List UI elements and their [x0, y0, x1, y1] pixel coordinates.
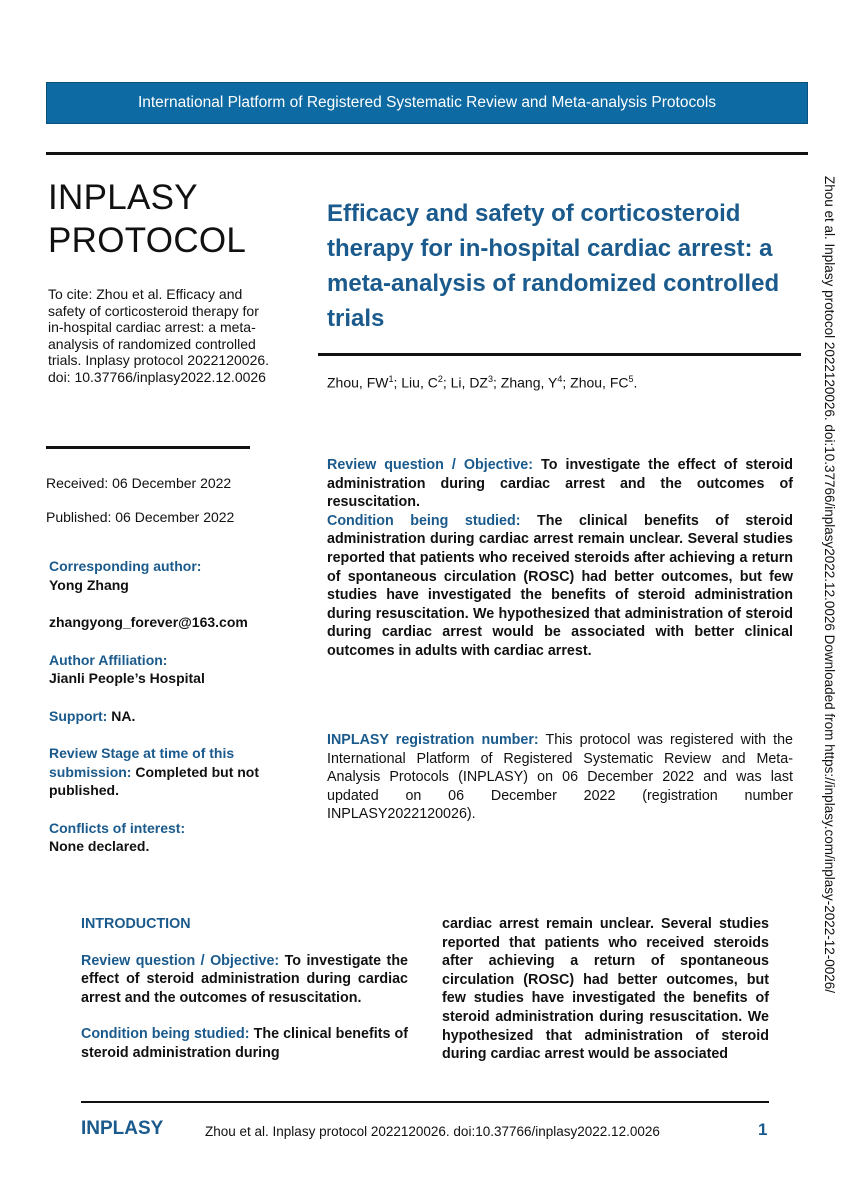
title-rule: [318, 353, 801, 356]
inplasy-protocol-heading: [48, 176, 308, 262]
author-affiliation-number: 3: [487, 374, 493, 384]
condition-label: Condition being studied:: [327, 512, 521, 529]
brand-line-2: PROTOCOL: [48, 221, 247, 260]
body-review-paragraph: [81, 952, 408, 1008]
article-title: Efficacy and safety of corticosteroid therapy for in-hospital cardiac arrest: a meta-analysis of randomized controlled trials: [327, 200, 780, 332]
author-affiliation-number: 2: [437, 374, 443, 384]
author-name: Li, DZ: [450, 374, 488, 391]
top-rule: [46, 152, 808, 155]
author-name: Zhou, FW: [327, 374, 389, 391]
author-name: Zhang, Y: [500, 374, 558, 391]
condition-text: The clinical benefits of steroid administration during cardiac arrest remain unclear. Several studies reported that patients who received steroids after achieving a return of spontaneous circulation (ROSC) had better outcomes, but few studies have investigated the benefits of steroid administration during resuscitation. We hypothesized that administration of steroid during cardiac arrest would be associated with better clinical outcomes in adults with cardiac arrest.: [327, 512, 793, 659]
body-column-left: [81, 915, 408, 1063]
review-stage-label: Review Stage at time of this submission:: [49, 745, 235, 780]
body-condition-paragraph: [81, 1025, 408, 1062]
registration-text: This protocol was registered with the International Platform of Registered Systematic Review and Meta-Analysis Protocols (INPLASY) on 06 December 2022 and was last updated on 06 December 2022 (registration number INPLASY2022120026).: [327, 732, 794, 823]
registration-label: INPLASY registration number:: [327, 732, 539, 748]
affiliation-label: Author Affiliation:: [49, 651, 168, 668]
review-question-paragraph: [327, 456, 793, 512]
body-condition-label: Condition being studied:: [81, 1026, 250, 1043]
review-question-label: Review question / Objective:: [327, 457, 534, 473]
page-number: 1: [758, 1120, 768, 1139]
body-column-right: cardiac arrest remain unclear. Several studies reported that patients who received steroids after achieving a return of spontaneous circulation (ROSC) had better outcomes, but few studies have investigated the benefits of steroid administration during resuscitation. We hypothesized that administration of steroid during cardiac arrest would be associated: [442, 916, 769, 1063]
download-side-note: Zhou et al. Inplasy protocol 2022120026. doi:10.37766/inplasy2022.12.0026 Downloaded from https://inplasy.com/inplasy-2022-12-0026/: [822, 176, 837, 994]
conflicts-value: None declared.: [49, 838, 150, 854]
author-affiliation-number: 4: [557, 374, 563, 384]
body-review-label: Review question / Objective:: [81, 952, 280, 969]
conflicts-block: [49, 819, 279, 856]
review-question-text: To investigate the effect of steroid administration during cardiac arrest and the outcomes of resuscitation.: [327, 457, 793, 511]
introduction-heading: INTRODUCTION: [81, 916, 191, 932]
support-label: Support:: [49, 707, 108, 724]
corresponding-author-label: Corresponding author:: [49, 558, 202, 574]
citation-text: To cite: Zhou et al. Efficacy and safety of corticosteroid therapy for in-hospital cardiac arrest: a meta-analysis of randomized controlled trials. Inplasy protocol 2022120026. doi: 10.37766/inplasy2022.12.0026: [48, 286, 270, 385]
brand-line-1: INPLASY: [48, 178, 198, 217]
review-stage-block: [49, 744, 279, 800]
corresponding-author-name: Yong Zhang: [49, 576, 129, 593]
condition-paragraph: [327, 512, 793, 661]
received-date: Received: 06 December 2022: [46, 475, 232, 491]
platform-banner: International Platform of Registered Systematic Review and Meta-analysis Protocols: [46, 82, 808, 124]
author-affiliation-number: 5: [628, 374, 634, 384]
footer-citation: Zhou et al. Inplasy protocol 2022120026. doi:10.37766/inplasy2022.12.0026: [205, 1124, 660, 1139]
published-date: Published: 06 December 2022: [46, 509, 235, 525]
affiliation-block: [49, 651, 279, 688]
author-list: Zhou, $FW^1$; Liu, $C^2$; Li, $DZ^3$; Zhang, $Y^4$; Zhou, $FC^5$.: [327, 374, 638, 391]
abstract-summary: [327, 456, 793, 661]
footer-rule: [81, 1101, 769, 1103]
author-name: Zhou, FC: [570, 374, 629, 391]
corresponding-author-block: [49, 557, 279, 594]
affiliation-value: Jianli People’s Hospital: [49, 670, 205, 686]
support-value: NA.: [111, 707, 136, 724]
author-metadata: [49, 557, 279, 875]
registration-paragraph: [327, 731, 793, 824]
support-block: [49, 707, 279, 726]
body-condition-text: The clinical benefits of steroid administration during: [81, 1026, 408, 1061]
body-review-text: To investigate the effect of steroid administration during cardiac arrest and the outcomes of resuscitation.: [81, 952, 408, 1006]
conflicts-label: Conflicts of interest:: [49, 819, 186, 836]
review-stage-value: Completed but not published.: [49, 763, 260, 798]
author-name: Liu, C: [401, 374, 438, 391]
left-rule: [46, 446, 250, 449]
corresponding-author-email[interactable]: zhangyong_forever@163.com: [49, 614, 248, 630]
footer-brand: INPLASY: [81, 1118, 164, 1139]
author-affiliation-number: 1: [388, 374, 394, 384]
